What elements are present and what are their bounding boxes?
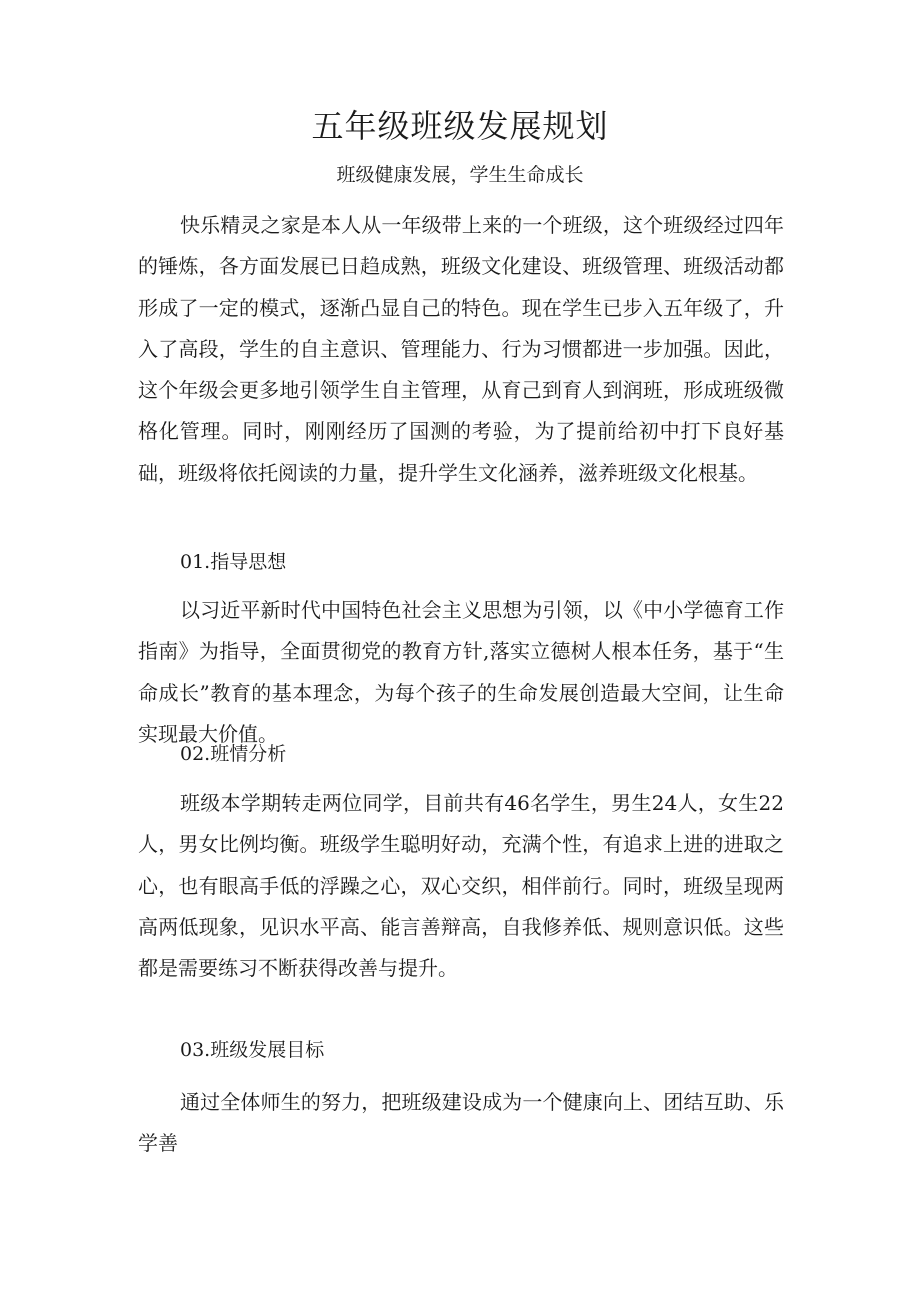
document-subtitle: 班级健康发展，学生生命成长: [336, 164, 584, 186]
section-heading-class-analysis: 02.班情分析: [180, 743, 287, 765]
document-title: 五年级班级发展规划: [311, 107, 609, 145]
intro-paragraph: 快乐精灵之家是本人从一年级带上来的一个班级，这个班级经过四年的锤炼，各方面发展已日趋成熟，班级文化建设、班级管理、班级活动都形成了一定的模式，逐渐凸显自己的特色。现在学生已步入五年级了，升入了高段，学生的自主意识、管理能力、行为习惯都进一步加强。因此，这个年级会更多地引领学生自主管理，从育己到育人到润班，形成班级微格化管理。同时，刚刚经历了国测的考验，为了提前给初中打下良好基础，班级将依托阅读的力量，提升学生文化涵养，滋养班级文化根基。: [138, 213, 784, 485]
section-body-class-analysis: 班级本学期转走两位同学，目前共有46名学生，男生24人，女生22人，男女比例均衡。班级学生聪明好动，充满个性，有追求上进的进取之心，也有眼高手低的浮躁之心，双心交织，相伴前行。同时，班级呈现两高两低现象，见识水平高、能言善辩高，自我修养低、规则意识低。这些都是需要练习不断获得改善与提升。: [138, 791, 784, 981]
section-heading-development-goals: 03.班级发展目标: [180, 1039, 325, 1061]
section-body-guiding-ideology: 以习近平新时代中国特色社会主义思想为引领，以《中小学德育工作指南》为指导，全面贯彻党的教育方针,落实立德树人根本任务，基于“生命成长”教育的基本理念，为每个孩子的生命发展创造最大空间，让生命实现最大价值。: [138, 598, 784, 746]
section-heading-guiding-ideology: 01.指导思想: [180, 551, 287, 573]
section-body-development-goals: 通过全体师生的努力，把班级建设成为一个健康向上、团结互助、乐学善: [138, 1090, 784, 1156]
